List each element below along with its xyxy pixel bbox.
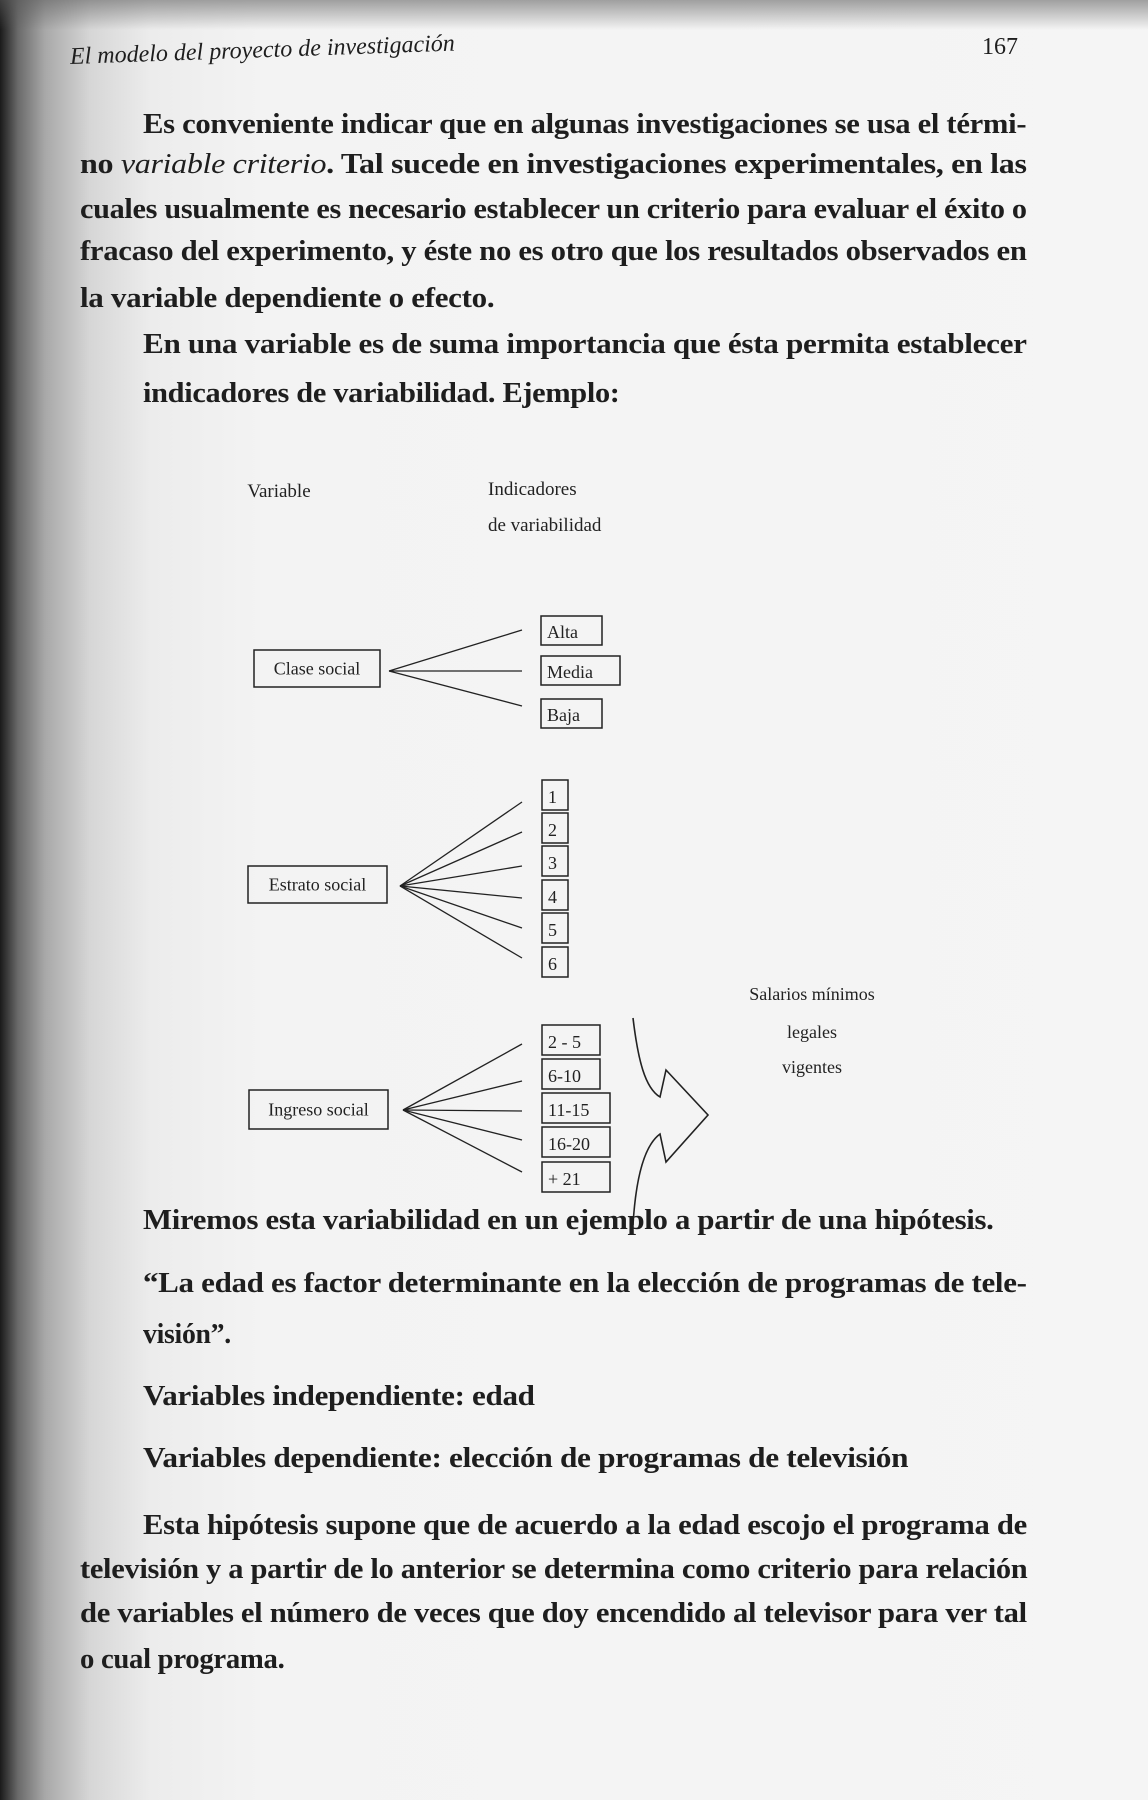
independent-variable: Variables independiente: edad (143, 1380, 535, 1412)
indicator-label: Media (547, 662, 593, 682)
arrow-icon (633, 1018, 708, 1225)
connector-line (389, 671, 522, 706)
indicator-label: 16-20 (548, 1134, 590, 1154)
paragraph1-line: la variable dependiente o efecto. (80, 282, 495, 314)
connector-line (400, 802, 522, 886)
dependent-variable: Variables dependiente: elección de programas de televisión (143, 1442, 909, 1474)
indicator-label: 3 (548, 853, 557, 873)
variable-label: Estrato social (268, 874, 367, 895)
paragraph1-line: fracaso del experimento, y éste no es otro que los resultados observados en (80, 235, 1027, 267)
paragraph4-line: de variables el número de veces que doy encendido al televisor para ver tal (80, 1597, 1027, 1629)
indicator-label: 1 (548, 787, 557, 807)
column-header-indicators: Indicadores (488, 479, 577, 500)
connector-line (389, 630, 522, 671)
paragraph2-line: En una variable es de suma importancia que ésta permita establecer (143, 328, 1027, 360)
variable-label: Clase social (273, 658, 361, 679)
indicator-label: 4 (548, 887, 557, 907)
paragraph2-line: indicadores de variabilidad. Ejemplo: (143, 377, 620, 409)
italic-term: variable criterio (120, 148, 327, 180)
connector-line (403, 1110, 522, 1172)
text-span: no (80, 148, 121, 180)
quote-line: visión”. (143, 1318, 231, 1350)
paragraph4-line: o cual programa. (80, 1643, 285, 1675)
note-line: vigentes (782, 1057, 842, 1077)
connector-line (403, 1110, 522, 1111)
connector-line (403, 1110, 522, 1140)
column-header-indicators: de variabilidad (488, 515, 602, 536)
indicator-label: 11-15 (548, 1100, 590, 1120)
paragraph4-line: Esta hipótesis supone que de acuerdo a la edad escojo el programa de (143, 1509, 1027, 1541)
diagram-groups (248, 616, 620, 1192)
indicator-label: 6-10 (548, 1066, 581, 1086)
variable-label: Ingreso social (268, 1099, 369, 1120)
connector-line (403, 1081, 522, 1110)
indicator-label: Baja (547, 705, 580, 725)
connector-line (400, 832, 522, 886)
indicator-label: Alta (547, 622, 578, 642)
indicator-label: 2 (548, 820, 557, 840)
paragraph3: Miremos esta variabilidad en un ejemplo a partir de una hipótesis. (143, 1204, 994, 1236)
connector-line (400, 866, 522, 886)
indicator-label: + 21 (548, 1169, 581, 1189)
paragraph4-line: televisión y a partir de lo anterior se determina como criterio para relación (80, 1553, 1028, 1585)
column-header-variable: Variable (247, 481, 311, 502)
page-number: 167 (982, 34, 1018, 60)
indicator-label: 2 - 5 (548, 1032, 581, 1052)
note-line: Salarios mínimos (749, 984, 875, 1004)
connector-line (403, 1044, 522, 1110)
indicator-label: 6 (548, 954, 557, 974)
text-span: . Tal sucede en investigaciones experimentales, en las (326, 148, 1027, 180)
indicator-label: 5 (548, 920, 557, 940)
paragraph1-line: Es conveniente indicar que en algunas investigaciones se usa el térmi- (143, 108, 1027, 140)
quote-line: “La edad es factor determinante en la elección de programas de tele- (143, 1267, 1027, 1299)
running-title: El modelo del proyecto de investigación (69, 30, 456, 70)
note-line: legales (787, 1022, 837, 1042)
paragraph1-line: cuales usualmente es necesario establecer un criterio para evaluar el éxito o (80, 193, 1027, 225)
